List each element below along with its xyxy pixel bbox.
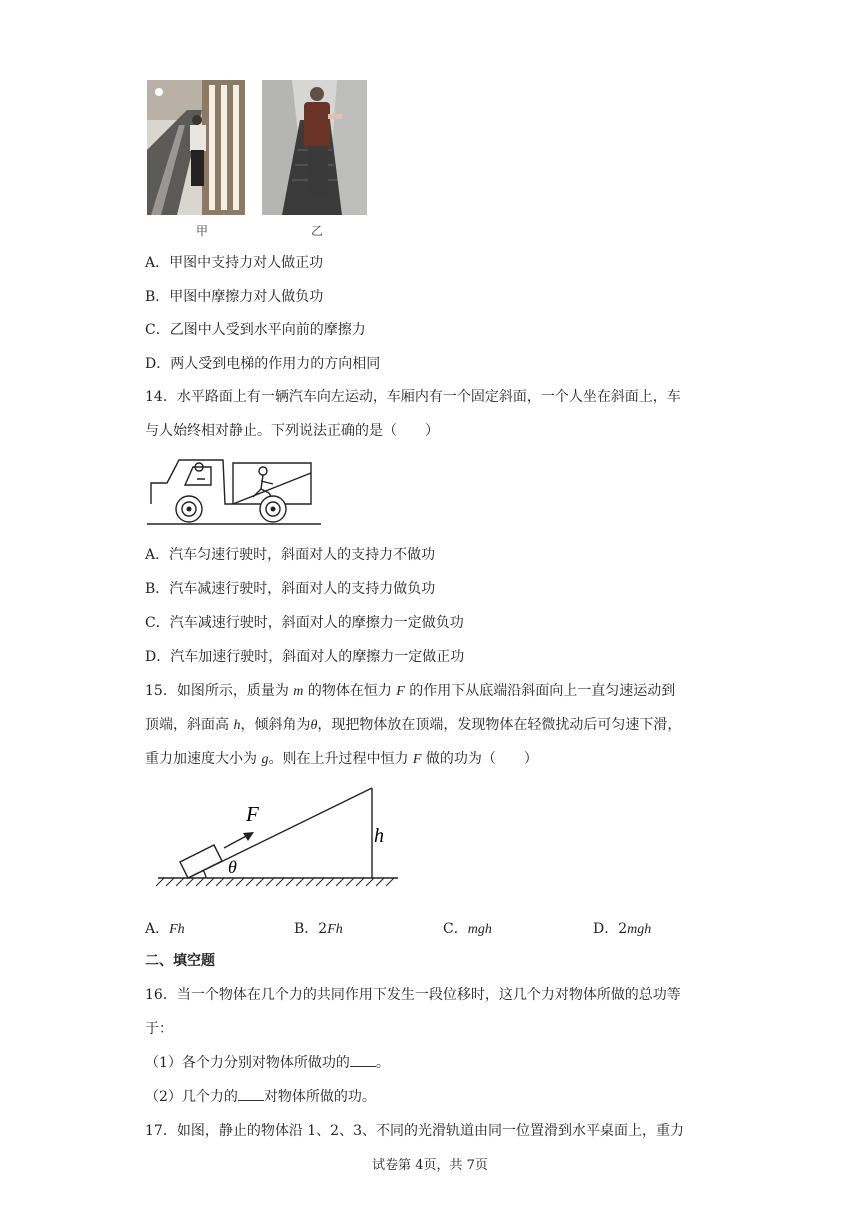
option-value: Fh xyxy=(327,922,343,937)
q15-option-a xyxy=(145,918,185,938)
option-value: mgh xyxy=(627,922,652,937)
option-text: 两人受到电梯的作用力的方向相同 xyxy=(170,356,381,372)
q14-option-c xyxy=(145,613,464,633)
option-text: 甲图中摩擦力对人做负功 xyxy=(169,289,324,305)
section-heading: 二、填空题 xyxy=(145,953,215,969)
var-F: F xyxy=(412,752,422,767)
option-key: B． xyxy=(294,921,319,937)
q13-option-c xyxy=(145,320,366,340)
q16-stem-line2: 于： xyxy=(145,1021,173,1037)
var-F: F xyxy=(396,684,405,699)
q14-stem-line2: 与人始终相对静止。下列说法正确的是（ ） xyxy=(145,423,439,439)
q15-text: 的作用下从底端沿斜面向上一直匀速运动到 xyxy=(404,683,676,699)
q15-text: 。则在上升过程中恒力 xyxy=(268,751,413,767)
q17-stem-line1: 17．如图，静止的物体沿 1、2、3、不同的光滑轨道由同一位置滑到水平桌面上，重力 xyxy=(145,1123,684,1139)
option-text: 汽车加速行驶时，斜面对人的摩擦力一定做正功 xyxy=(170,649,465,665)
q15-text: 做的功为（ ） xyxy=(421,751,538,767)
option-value: Fh xyxy=(169,922,185,937)
q16-sub2-text: （2）几个力的 xyxy=(145,1089,238,1105)
answer-blank[interactable] xyxy=(238,1088,264,1101)
q16-sub2-end: 对物体所做的功。 xyxy=(263,1089,376,1105)
q15-text: 的物体在恒力 xyxy=(303,683,397,699)
answer-blank[interactable] xyxy=(350,1054,376,1067)
escalator-photo-yi xyxy=(262,80,367,215)
height-h-label: h xyxy=(374,825,384,847)
option-key: D． xyxy=(593,921,619,937)
option-text: 汽车匀速行驶时，斜面对人的支持力不做功 xyxy=(169,547,436,563)
incline-diagram xyxy=(150,785,405,890)
q16-sub2 xyxy=(145,1087,376,1107)
option-key: B． xyxy=(145,581,170,597)
angle-theta-label: θ xyxy=(228,857,237,877)
q15-text: 顶端，斜面高 xyxy=(145,717,234,733)
option-key: C． xyxy=(145,322,170,338)
option-coef: 2 xyxy=(318,921,328,937)
option-key: C． xyxy=(443,921,468,937)
truck-diagram xyxy=(145,455,325,530)
q15-stem-line1 xyxy=(145,681,675,702)
option-key: D． xyxy=(145,649,171,665)
q14-stem-line1: 14．水平路面上有一辆汽车向左运动，车厢内有一个固定斜面，一个人坐在斜面上，车 xyxy=(145,389,681,405)
escalator-photo-jia xyxy=(147,80,245,215)
q16-sub1 xyxy=(145,1053,390,1073)
q13-option-d xyxy=(145,354,380,374)
q16-stem-line1: 16．当一个物体在几个力的共同作用下发生一段位移时，这几个力对物体所做的总功等 xyxy=(145,987,681,1003)
option-key: D． xyxy=(145,356,171,372)
q16-sub1-text: （1）各个力分别对物体所做功的 xyxy=(145,1055,350,1071)
option-key: A． xyxy=(145,255,170,271)
option-key: A． xyxy=(145,921,170,937)
q15-text: 15．如图所示，质量为 xyxy=(145,683,294,699)
q15-text: ，倾斜角为 xyxy=(240,717,311,733)
option-text: 汽车减速行驶时，斜面对人的支持力做负功 xyxy=(169,581,436,597)
q14-option-d xyxy=(145,647,464,667)
q13-option-a xyxy=(145,253,323,273)
q13-option-b xyxy=(145,287,323,307)
q16-sub1-end: 。 xyxy=(375,1055,390,1071)
q15-text: 重力加速度大小为 xyxy=(145,751,262,767)
q15-option-c xyxy=(443,918,492,938)
option-coef: 2 xyxy=(618,921,628,937)
q15-option-d xyxy=(593,918,651,938)
q15-text: ，现把物体放在顶端，发现物体在轻微扰动后可匀速下滑， xyxy=(317,717,682,733)
option-value: mgh xyxy=(467,922,492,937)
photo-label-jia: 甲 xyxy=(196,224,209,238)
q15-stem-line3 xyxy=(145,749,538,770)
q14-option-b xyxy=(145,579,435,599)
q14-option-a xyxy=(145,545,435,565)
option-key: A． xyxy=(145,547,170,563)
option-text: 汽车减速行驶时，斜面对人的摩擦力一定做负功 xyxy=(169,615,464,631)
var-theta: θ xyxy=(310,718,318,733)
page-footer: 试卷第 4页，共 7页 xyxy=(372,1158,488,1173)
option-key: C． xyxy=(145,615,170,631)
force-F-label: F xyxy=(246,802,259,826)
option-text: 乙图中人受到水平向前的摩擦力 xyxy=(169,322,366,338)
q15-option-b xyxy=(294,918,343,938)
var-m: m xyxy=(293,684,304,699)
var-h: h xyxy=(233,718,241,733)
option-text: 甲图中支持力对人做正功 xyxy=(169,255,324,271)
option-key: B． xyxy=(145,289,170,305)
photo-label-yi: 乙 xyxy=(311,224,324,238)
var-g: g xyxy=(261,752,269,767)
q15-stem-line2 xyxy=(145,715,681,736)
